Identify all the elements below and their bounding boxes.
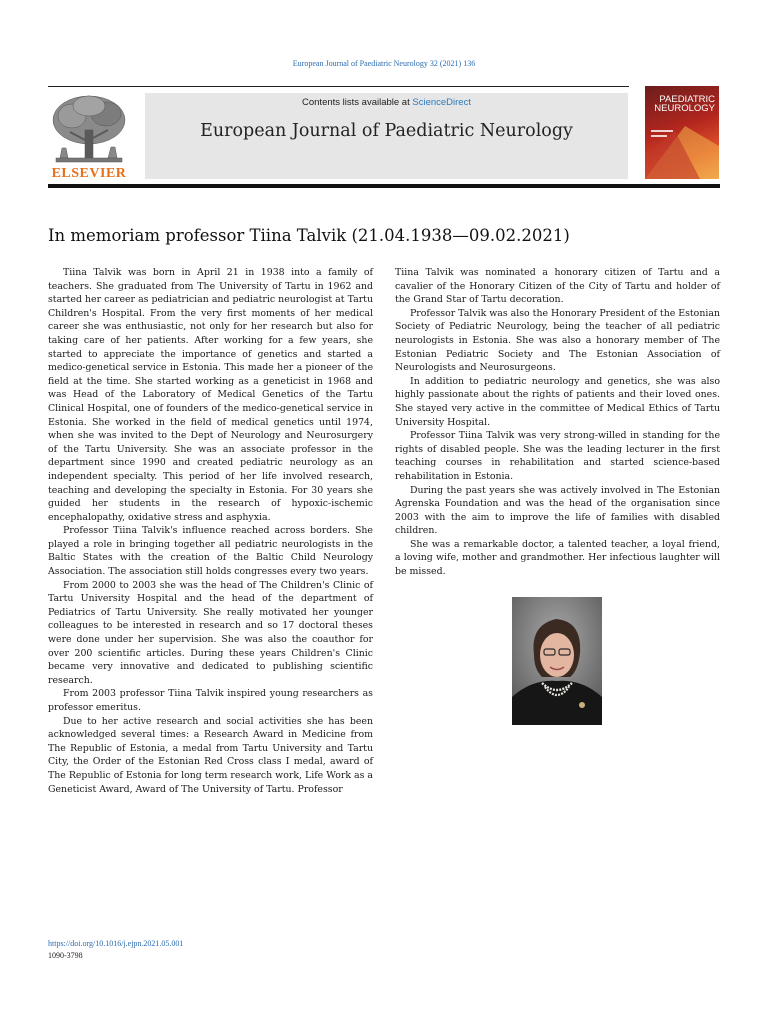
paragraph: Tiina Talvik was born in April 21 in 1938 into a family of teachers. She graduated from The University of Tartu in 1962 and started her career as pediatrician and pediatric neurologist at Tartu Children's Hospital. From the very first moments of her medical career she was enthusiastic, not only for her research but also for taking care of her patients. After working for a few years, she started to appreciate the importance of genetics and started a medico-genetical service in Estonia. This made her a pioneer of the field at the time. She started working as a geneticist in 1968 and was Head of the Laboratory of Medical Genetics of the Tartu Clinical Hospital, one of founders of the medico-genetical service in Estonia. She worked in the field of medical genetics until 1974, when she was invited to the Dept of Neurology and Neurosurgery of the Tartu University. She was an associate professor in the department since 1990 and created pediatric neurology as an independent specialty. This period of her life involved research, teaching and developing the specialty in Estonia. For 30 years she guided her students in the research of hypoxic-ischemic encephalopathy, oxidative stress and asphyxia.: [48, 267, 373, 523]
elsevier-wordmark[interactable]: ELSEVIER: [51, 166, 127, 181]
left-column: [48, 266, 373, 796]
paragraph: Professor Tiina Talvik was very strong-willed in standing for the rights of disabled people. She was the leading lecturer in the first teaching courses in rehabilitation and started science-based rehabilitation in Estonia.: [395, 430, 720, 482]
issn: 1090-3798: [48, 951, 83, 960]
cover-title-line2: NEUROLOGY: [654, 103, 715, 114]
journal-masthead: [145, 93, 628, 179]
portrait-photo: [512, 597, 602, 725]
paragraph: From 2000 to 2003 she was the head of The Children's Clinic of Tartu University Hospital and the head of the department of Pediatrics of Tartu University. She really motivated her younger colleagues to be interested in research and so 17 doctoral theses were done under her supervision. She was also the coauthor for over 200 scientific articles. During these years Children's Clinic became very innovative and dedicated to publishing scientific research.: [48, 579, 373, 686]
paragraph: Professor Tiina Talvik's influence reached across borders. She played a role in bringing together all pediatric neurologists in the Baltic States with the creation of the Baltic Child Neurology Association. The association still holds congresses every two years.: [48, 525, 373, 578]
paragraph: She was a remarkable doctor, a talented teacher, a loyal friend, a loving wife, mother and grandmother. Her infectious laughter will be missed.: [395, 538, 720, 578]
header-divider: [48, 184, 720, 188]
paragraph: In addition to pediatric neurology and genetics, she was also highly passionate about the rights of patients and their loved ones. She stayed very active in the committee of Medical Ethics of Tartu University Hospital.: [395, 375, 720, 428]
contents-line: [145, 97, 628, 108]
journal-cover-thumbnail[interactable]: [645, 86, 719, 179]
contents-prefix: Contents lists available at: [302, 97, 413, 108]
top-rule: [48, 86, 629, 87]
running-head[interactable]: European Journal of Paediatric Neurology 32 (2021) 136: [292, 59, 476, 68]
paragraph: From 2003 professor Tiina Talvik inspired young researchers as professor emeritus.: [48, 688, 373, 713]
paragraph: Professor Talvik was also the Honorary President of the Estonian Society of Pediatric Neurology, being the teacher of all pediatric neurologists in Estonia. She was also a honorary member of The Estonian Pediatric Society and The Estonian Association of Neurologists and Neurosurgeons.: [395, 307, 720, 374]
doi-link[interactable]: https://doi.org/10.1016/j.ejpn.2021.05.001: [48, 939, 184, 948]
cover-title: [654, 95, 715, 113]
article-title: In memoriam professor Tiina Talvik (21.04.1938—09.02.2021): [48, 226, 570, 245]
journal-title[interactable]: European Journal of Paediatric Neurology: [200, 121, 573, 141]
paragraph: During the past years she was actively involved in The Estonian Agrenska Foundation and was the head of the organisation since 2003 with the aim to improve the life of families with disabled children.: [395, 484, 720, 537]
sciencedirect-link[interactable]: ScienceDirect: [412, 97, 471, 108]
right-column: [395, 266, 720, 579]
paragraph: Tiina Talvik was nominated a honorary citizen of Tartu and a cavalier of the Honorary Citizen of the City of Tartu and holder of the Grand Star of Tartu decoration.: [395, 267, 720, 306]
cover-title-line1: PAEDIATRIC: [659, 94, 715, 105]
paragraph: Due to her active research and social activities she has been acknowledged several times: a Research Award in Medicine from The Republic of Estonia, a medal from Tartu University and Tartu City, the Order of the Estonian Red Cross class I medal, award of The Republic of Estonia for long term research work, Life Work as a Geneticist Award, Award of The University of Tartu. Professor: [48, 715, 373, 795]
